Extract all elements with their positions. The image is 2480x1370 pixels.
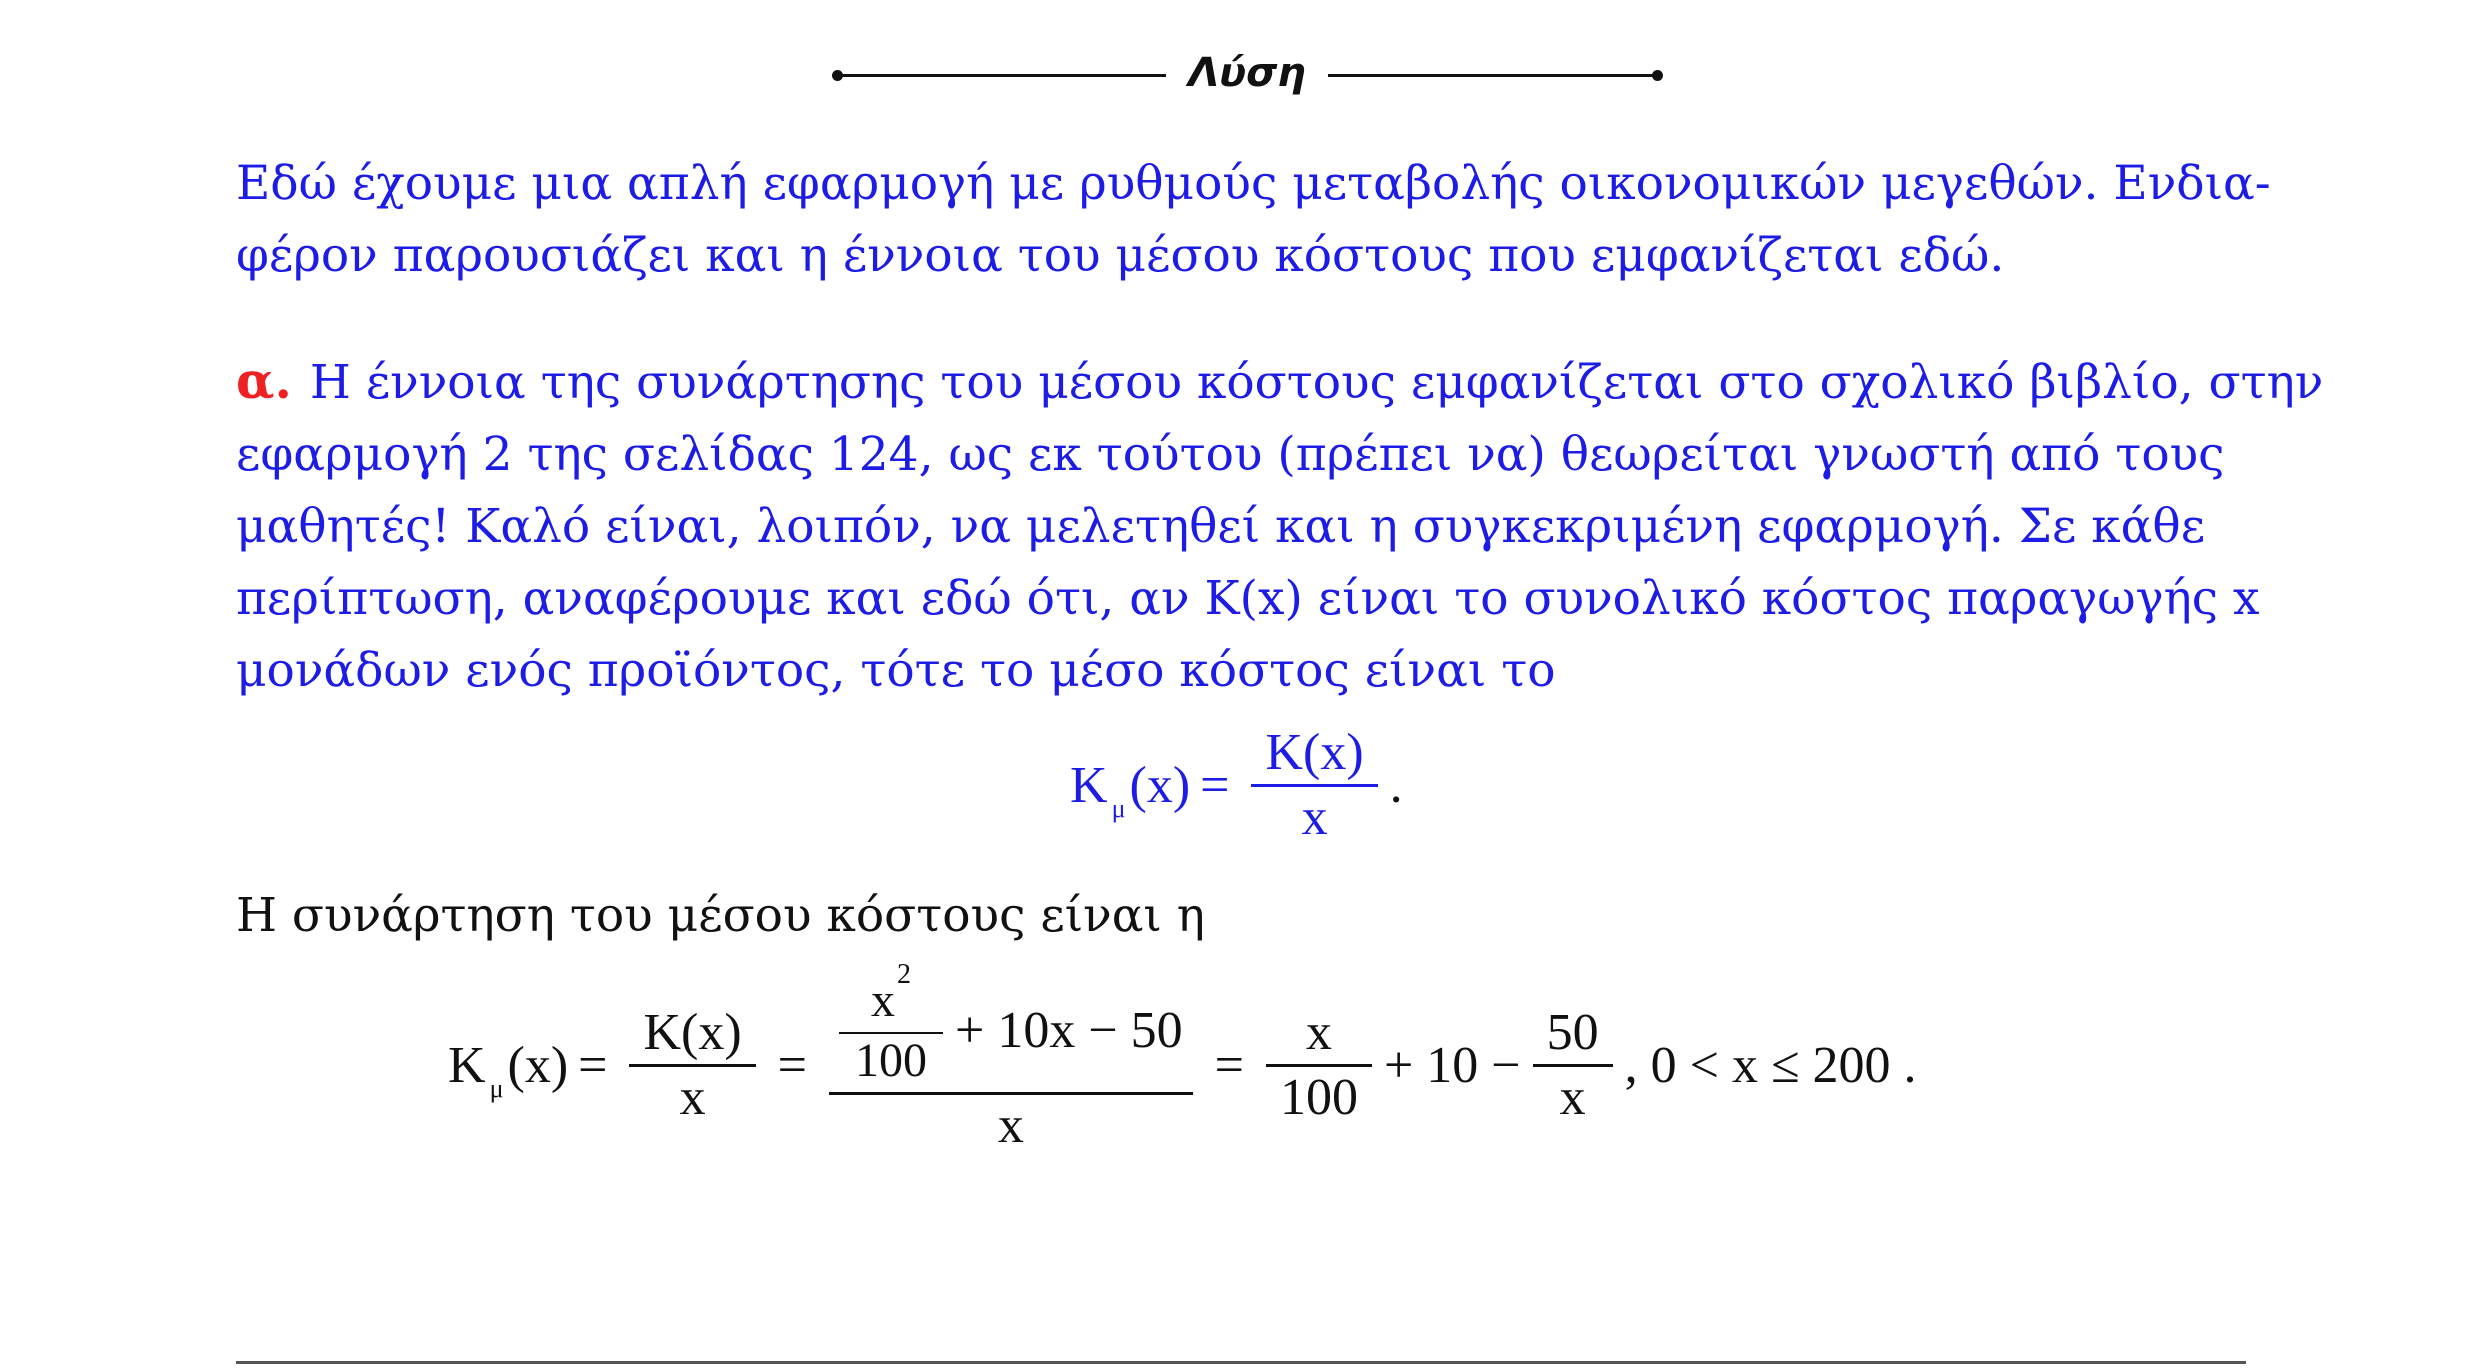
intro-line-1: Εδώ έχουμε μια απλή εφαρμογή με ρυθμούς μεταβολής οικονομικών μεγεθών. Ενδια- <box>236 156 2271 211</box>
footer-rule <box>236 1361 2246 1364</box>
eq1-denominator: x <box>1301 788 1328 846</box>
intro-line-2: φέρον παρουσιάζει και η έννοια του μέσου κόστους που εμφανίζεται εδώ. <box>236 228 2005 283</box>
eq2-inner-num-base: x <box>871 974 895 1027</box>
part-a-line-3: μαθητές! Καλό είναι, λοιπόν, να μελετηθεί και η συγκεκριμένη εφαρμογή. Σε κάθε <box>236 499 2206 554</box>
eq1-lhs-arg: (x) <box>1129 756 1191 814</box>
part-a-text-1: Η έννοια της συνάρτησης του μέσου κόστους εμφανίζεται στο σχολικό βιβλίο, στην <box>309 355 2324 410</box>
eq2-fraction-4 <box>1533 1002 1613 1129</box>
eq2-inner-numerator <box>861 958 921 1032</box>
eq2-plus-ten-minus: + 10 − <box>1383 1036 1521 1094</box>
average-cost-definition-equation <box>1070 720 1403 850</box>
eq2-inner-num-sup: 2 <box>897 958 911 990</box>
header-rule-left <box>836 74 1166 77</box>
eq2-equals-1: = <box>578 1036 608 1094</box>
eq2-compound-fraction <box>829 958 1193 1157</box>
part-a-line-4: περίπτωση, αναφέρουμε και εδώ ότι, αν Κ(x) είναι το συνολικό κόστος παραγωγής x <box>236 571 2260 626</box>
eq2-equals-3: = <box>1214 1036 1244 1094</box>
eq2-f3-numerator: x <box>1305 1003 1332 1061</box>
solution-header <box>0 50 2480 100</box>
eq2-lhs-sub: μ <box>489 1074 504 1103</box>
intro-paragraph <box>236 148 2271 292</box>
eq1-numerator: Κ(x) <box>1265 723 1364 781</box>
eq1-lhs-base: Κ <box>1070 756 1108 814</box>
header-title: Λύση <box>1188 50 1306 96</box>
eq2-equals-2: = <box>777 1036 807 1094</box>
eq1-equals: = <box>1200 756 1230 814</box>
eq1-fraction <box>1251 722 1377 849</box>
eq1-period: . <box>1389 756 1403 814</box>
eq2-compound-numerator-rest: + 10x − 50 <box>955 1002 1183 1059</box>
eq2-fraction-1 <box>629 1002 755 1129</box>
eq2-lhs-base: Κ <box>448 1036 486 1094</box>
eq1-lhs-sub: μ <box>1111 794 1126 823</box>
part-a-line-1 <box>236 345 2323 419</box>
eq2-domain: , 0 < x ≤ 200 . <box>1624 1036 1917 1094</box>
part-a-label: α. <box>236 351 292 410</box>
eq2-inner-fraction <box>839 958 943 1088</box>
eq2-inner-denominator: 100 <box>855 1034 927 1087</box>
eq2-f4-denominator: x <box>1559 1068 1586 1126</box>
header-rule-right <box>1328 74 1658 77</box>
average-cost-function-equation <box>448 958 1917 1165</box>
header-dot-right <box>1652 70 1663 81</box>
eq2-lhs-arg: (x) <box>507 1036 569 1094</box>
eq2-f3-denominator: 100 <box>1279 1068 1358 1126</box>
eq2-f4-numerator: 50 <box>1546 1003 1599 1061</box>
part-a-line-2: εφαρμογή 2 της σελίδας 124, ως εκ τούτου (πρέπει να) θεωρείται γνωστή από τους <box>236 427 2225 482</box>
eq2-f1-denominator: x <box>679 1068 706 1126</box>
eq2-compound-numerator <box>829 958 1193 1092</box>
eq2-f1-numerator: Κ(x) <box>643 1003 742 1061</box>
part-a-paragraph <box>236 345 2323 707</box>
part-a-line-5: μονάδων ενός προϊόντος, τότε το μέσο κόστος είναι το <box>236 643 1556 698</box>
eq2-compound-denominator: x <box>997 1097 1024 1154</box>
average-cost-statement: Η συνάρτηση του μέσου κόστους είναι η <box>236 888 1205 943</box>
eq2-fraction-3 <box>1266 1002 1372 1129</box>
